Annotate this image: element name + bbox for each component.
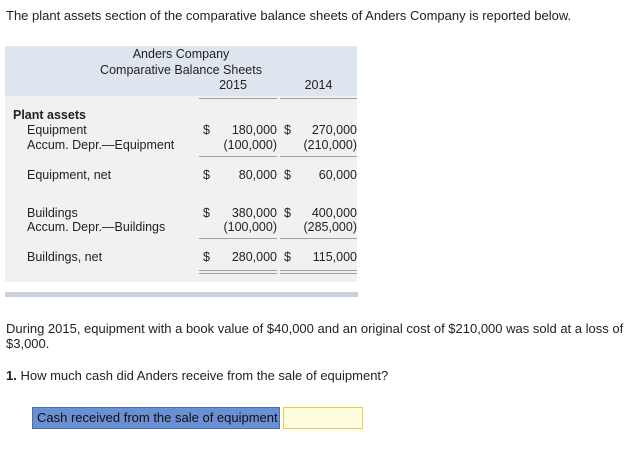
intro-text: The plant assets section of the comparative balance sheets of Anders Company is reported below. [6,8,572,23]
row-label-buildings: Buildings [27,206,78,220]
question-text: How much cash did Anders receive from the sale of equipment? [20,368,389,383]
header-underline-2014 [280,98,357,99]
column-header-2015: 2015 [219,78,247,92]
total-line-2014-a [280,270,357,271]
balance-sheet: Anders Company Comparative Balance Sheets 2015 2014 Plant assets Equipment $ 180,000 $ 270,000 Accum. Depr.—Equipment (100,000) (210,000) Equipment, net $ 80,000 $ 60,000 Buildings $ 380,000 $ 400,000 Accum. Depr.—Buildings (100,000) (285,000) Buildings, net $ 280,000 $ 115,000 [5,46,357,282]
cash-received-label: Cash received from the sale of equipment [32,407,280,429]
subtotal-line-2014-buildings [280,238,357,239]
total-line-2015-b [199,273,277,274]
column-header-2014: 2014 [304,78,333,92]
problem-paragraph: During 2015, equipment with a book value of $40,000 and an original cost of $210,000 was sold at a loss of $3,000. [6,321,624,351]
balance-sheet-header [5,46,357,96]
subtotal-line-2015-buildings [199,238,277,239]
total-line-2014-b [280,273,357,274]
header-underline-2015 [199,98,277,99]
subtotal-line-2015-equipment [199,156,277,157]
row-label-buildings-net: Buildings, net [27,250,103,264]
company-name: Anders Company [132,47,230,61]
section-plant-assets: Plant assets [13,108,86,122]
row-label-equipment-net: Equipment, net [27,168,112,182]
row-label-accum-depr-buildings: Accum. Depr.—Buildings [27,220,166,234]
sheet-title: Comparative Balance Sheets [100,63,262,77]
question-1 [6,368,388,383]
cash-received-input[interactable] [283,407,363,429]
section-divider-bar [5,292,358,297]
row-label-equipment: Equipment [27,123,87,137]
total-line-2015-a [199,270,277,271]
subtotal-line-2014-equipment [280,156,357,157]
row-label-accum-depr-equipment: Accum. Depr.—Equipment [27,138,175,152]
question-number: 1. [6,368,17,383]
